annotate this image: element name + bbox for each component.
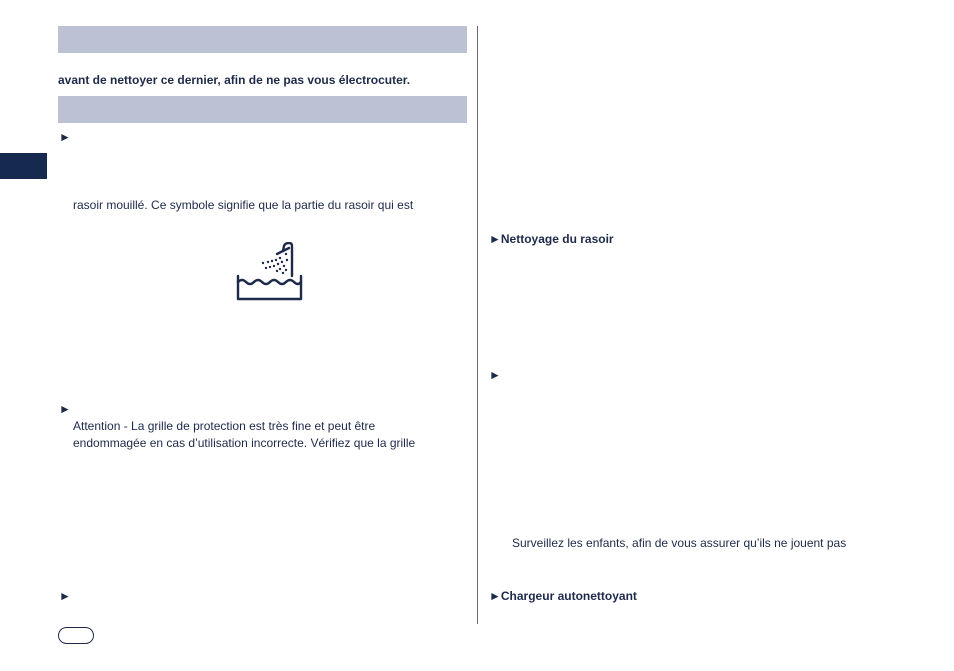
bullet-arrow-2: ► [59,402,71,416]
bullet-arrow-1: ► [59,130,71,144]
heading-charger-label: Chargeur autonettoyant [500,589,637,603]
bullet-arrow-heading-2: ► [489,589,501,603]
chapter-side-tab [0,153,47,179]
shower-paragraph-text: rasoir mouillé. Ce symbole signifie que la partie du rasoir qui est [73,198,414,212]
heading-cleaning [489,231,614,247]
attention-text-line-2: endommagée en cas d’utilisation incorrecte. Vérifiez que la grille [73,436,416,450]
column-divider [477,26,478,624]
section-header-band-1 [58,26,467,53]
section-header-band-2 [58,96,467,123]
shower-bath-icon [236,242,304,302]
warning-text: avant de nettoyer ce dernier, afin de ne pas vous électrocuter. [58,73,411,87]
heading-charger [489,588,637,604]
bullet-arrow-heading-1: ► [489,232,501,246]
bullet-arrow-3: ► [59,589,71,603]
bullet-arrow-right-2: ► [489,368,501,382]
children-warning-text: Surveillez les enfants, afin de vous assurer qu’ils ne jouent pas [512,536,847,550]
heading-cleaning-label: Nettoyage du rasoir [500,232,614,246]
language-badge [58,627,94,644]
attention-text-line-1: Attention - La grille de protection est très fine et peut être [73,419,376,433]
